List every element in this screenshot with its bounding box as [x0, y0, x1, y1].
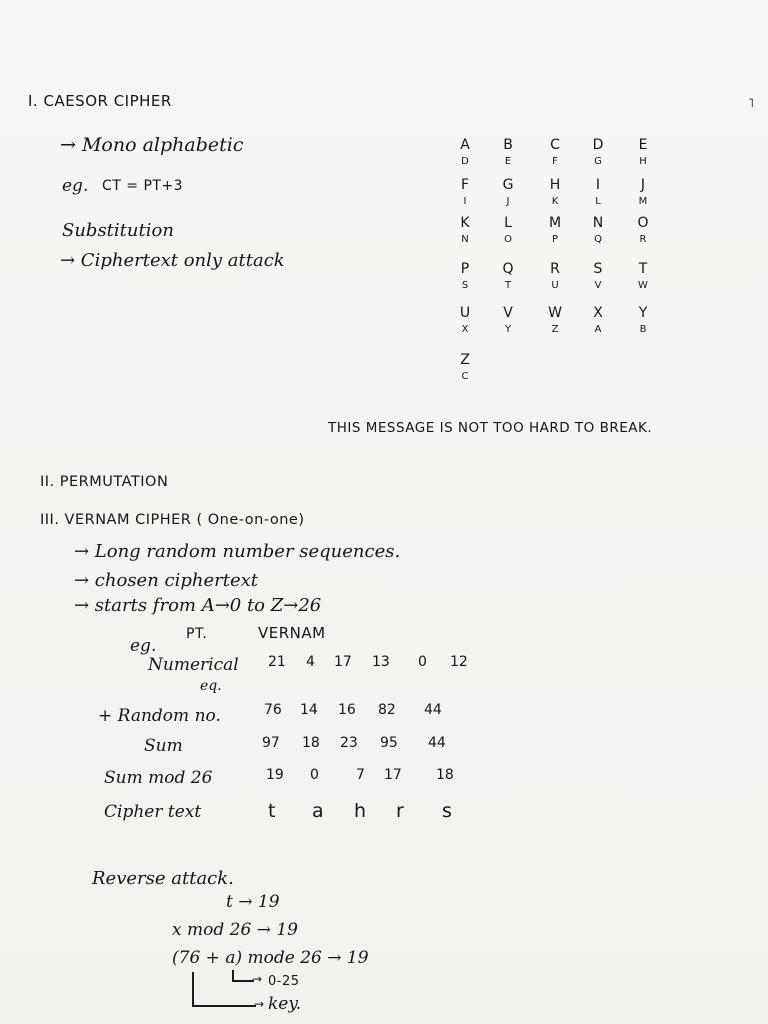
alphabet-cipher-letter: M	[638, 196, 648, 207]
alphabet-plain-letter: S	[593, 261, 603, 277]
cipher-value: h	[354, 800, 367, 822]
range-value: 0-25	[268, 974, 300, 989]
alphabet-cipher-letter: N	[461, 234, 469, 245]
alphabet-plain-letter: B	[503, 137, 513, 153]
alphabet-plain-letter: M	[548, 215, 562, 231]
caesar-formula: CT = PT+3	[102, 178, 184, 194]
alphabet-cipher-letter: O	[504, 234, 512, 245]
alphabet-cipher-letter: W	[638, 280, 648, 291]
alphabet-cipher-letter: H	[639, 156, 647, 167]
alphabet-plain-letter: Z	[460, 352, 470, 368]
cipher-value: t	[268, 800, 276, 822]
alphabet-cipher-letter: Q	[594, 234, 602, 245]
alphabet-plain-letter: R	[550, 261, 560, 277]
alphabet-plain-letter: I	[595, 177, 601, 193]
alphabet-plain-letter: Q	[502, 261, 514, 277]
alphabet-cipher-letter: V	[594, 280, 602, 291]
alphabet-cipher-letter: D	[461, 156, 469, 167]
sum-value: 44	[428, 735, 446, 751]
alphabet-plain-letter: P	[460, 261, 470, 277]
sum-value: 18	[302, 735, 320, 751]
alphabet-plain-letter: G	[502, 177, 514, 193]
alphabet-plain-letter: T	[638, 261, 648, 277]
alphabet-cipher-letter: K	[551, 196, 559, 207]
numerical-value: 17	[334, 654, 352, 670]
sum-value: 95	[380, 735, 398, 751]
alphabet-cipher-letter: X	[461, 324, 469, 335]
alphabet-cipher-letter: E	[504, 156, 512, 167]
sum-value: 97	[262, 735, 280, 751]
alphabet-plain-letter: F	[460, 177, 470, 193]
cipher-value: r	[396, 800, 404, 822]
alphabet-cipher-letter: B	[639, 324, 647, 335]
numerical-label: Numerical	[148, 655, 239, 675]
mod-value: 19	[266, 767, 284, 783]
random-value: 76	[264, 702, 282, 718]
alphabet-cipher-letter: P	[551, 234, 559, 245]
caesar-message: THIS MESSAGE IS NOT TOO HARD TO BREAK.	[328, 420, 653, 436]
key-connector-vertical	[192, 972, 194, 1006]
alphabet-cipher-letter: T	[504, 280, 512, 291]
key-label: key.	[268, 994, 302, 1014]
alphabet-cipher-letter: I	[463, 196, 467, 207]
numerical-value: 13	[372, 654, 390, 670]
cipher-label: Cipher text	[104, 802, 202, 822]
alphabet-plain-letter: U	[459, 305, 471, 321]
eq-label: eq.	[200, 678, 222, 694]
alphabet-cipher-letter: C	[461, 371, 469, 382]
corner-mark: ˥	[748, 96, 754, 110]
eg-label-1: eg.	[62, 176, 89, 196]
sum-value: 23	[340, 735, 358, 751]
numerical-value: 21	[268, 654, 286, 670]
numerical-value: 4	[306, 654, 315, 670]
section2-heading: II. PERMUTATION	[40, 474, 169, 490]
mod-label: Sum mod 26	[104, 768, 213, 788]
key-connector-horizontal	[192, 1005, 256, 1007]
alphabet-cipher-letter: F	[552, 156, 558, 167]
alphabet-plain-letter: L	[504, 215, 512, 231]
alphabet-cipher-letter: U	[551, 280, 559, 291]
alphabet-plain-letter: V	[503, 305, 513, 321]
section1-heading: I. CAESOR CIPHER	[28, 92, 172, 110]
eg-label-2: eg.	[130, 636, 157, 656]
random-label: + Random no.	[98, 706, 221, 726]
alphabet-plain-letter: J	[640, 177, 646, 193]
alphabet-plain-letter: K	[460, 215, 470, 231]
alphabet-plain-letter: A	[460, 137, 470, 153]
cipher-value: s	[442, 800, 452, 822]
alphabet-cipher-letter: J	[506, 196, 510, 207]
section3-heading: III. VERNAM CIPHER ( One-on-one)	[40, 512, 305, 528]
alphabet-plain-letter: E	[638, 137, 648, 153]
attack-note: → Ciphertext only attack	[60, 250, 285, 271]
reverse-line-2: x mod 26 → 19	[172, 920, 298, 940]
mod-value: 0	[310, 767, 319, 783]
random-value: 14	[300, 702, 318, 718]
alphabet-plain-letter: D	[592, 137, 604, 153]
alphabet-cipher-letter: Z	[551, 324, 559, 335]
vernam-bullet-2: → chosen ciphertext	[74, 570, 258, 591]
cipher-value: a	[312, 800, 324, 822]
alphabet-cipher-letter: Y	[504, 324, 512, 335]
random-value: 16	[338, 702, 356, 718]
mod-value: 18	[436, 767, 454, 783]
alphabet-cipher-letter: A	[594, 324, 602, 335]
sum-label: Sum	[144, 736, 183, 756]
mod-value: 17	[384, 767, 402, 783]
alphabet-plain-letter: O	[637, 215, 649, 231]
alphabet-cipher-letter: S	[461, 280, 469, 291]
pt-value: VERNAM	[258, 624, 326, 642]
alphabet-plain-letter: H	[549, 177, 561, 193]
reverse-line-1: t → 19	[226, 892, 280, 912]
vernam-bullet-3: → starts from A→0 to Z→26	[74, 595, 322, 616]
numerical-value: 12	[450, 654, 468, 670]
reverse-line-3: (76 + a) mode 26 → 19	[172, 948, 369, 968]
alphabet-cipher-letter: G	[594, 156, 602, 167]
random-value: 44	[424, 702, 442, 718]
range-arrowhead: →	[252, 972, 263, 986]
range-connector-vertical	[232, 970, 234, 980]
alphabet-plain-letter: N	[592, 215, 604, 231]
alphabet-cipher-letter: R	[639, 234, 647, 245]
pt-label: PT.	[186, 626, 208, 642]
key-arrowhead: →	[254, 997, 265, 1011]
substitution-note: Substitution	[62, 220, 174, 241]
alphabet-plain-letter: X	[593, 305, 603, 321]
mono-alphabetic-note: → Mono alphabetic	[60, 134, 244, 156]
numerical-value: 0	[418, 654, 427, 670]
mod-value: 7	[356, 767, 365, 783]
alphabet-plain-letter: Y	[638, 305, 648, 321]
alphabet-plain-letter: C	[550, 137, 560, 153]
vernam-bullet-1: → Long random number sequences.	[74, 541, 401, 562]
range-connector-horizontal	[232, 980, 254, 982]
alphabet-plain-letter: W	[548, 305, 562, 321]
alphabet-cipher-letter: L	[595, 196, 601, 207]
random-value: 82	[378, 702, 396, 718]
reverse-heading: Reverse attack.	[92, 868, 234, 889]
